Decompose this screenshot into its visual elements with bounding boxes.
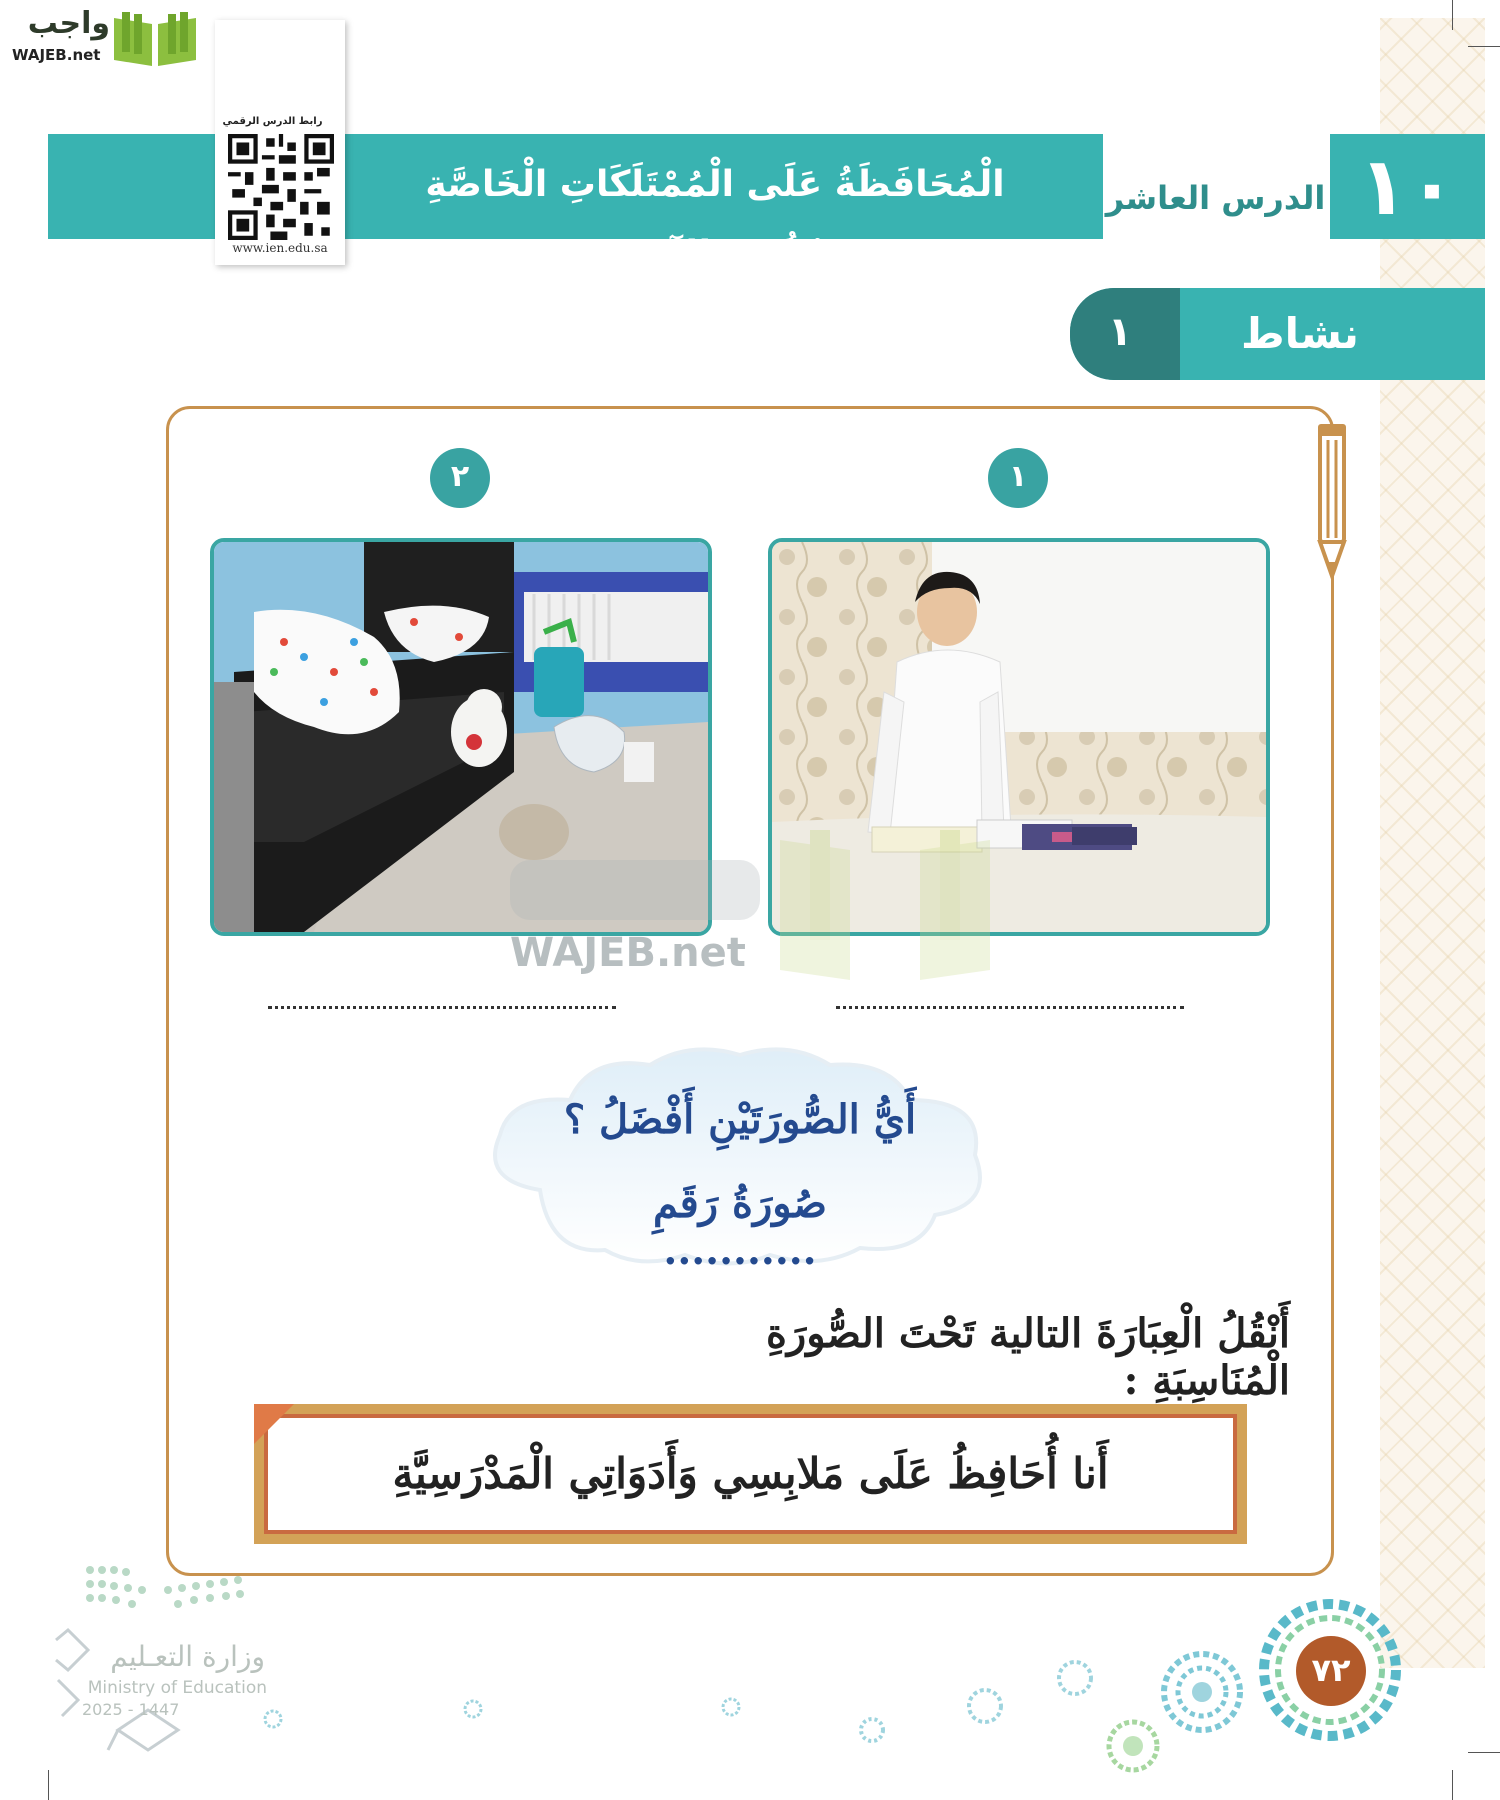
activity-number: ١ xyxy=(1107,309,1133,355)
crop-mark xyxy=(1468,46,1500,47)
logo-text-en: WAJEB.net xyxy=(12,46,101,64)
flower-ornament-icon xyxy=(1160,1650,1244,1734)
ministry-name-ar: وزارة التعـليم xyxy=(110,1640,265,1673)
answer-line-picture-1[interactable] xyxy=(836,1006,1184,1009)
picture-1-number: ١ xyxy=(988,448,1048,508)
question-line-1: أَيُّ الصُّورَتَيْنِ أَفْضَلُ ؟ xyxy=(563,1096,917,1143)
ministry-name-en: Ministry of Education xyxy=(87,1678,267,1698)
activity-label: نشاط xyxy=(1241,309,1359,358)
flower-ornament-icon xyxy=(462,1698,484,1720)
edition-year: 2025 - 1447 xyxy=(82,1700,180,1719)
qr-code-icon[interactable] xyxy=(228,134,334,240)
qr-url[interactable]: www.ien.edu.sa xyxy=(232,241,328,255)
flower-ornament-icon xyxy=(858,1716,886,1744)
qr-label: رابط الدرس الرقمي xyxy=(222,116,323,127)
flower-ornament-icon xyxy=(720,1696,742,1718)
picture-2-number: ٢ xyxy=(430,448,490,508)
crop-mark xyxy=(1452,0,1453,30)
pencil-icon xyxy=(1312,420,1352,580)
decorative-side-pattern xyxy=(1380,18,1485,1668)
answer-line-picture-2[interactable] xyxy=(268,1006,616,1009)
wajeb-logo[interactable] xyxy=(10,6,190,66)
phrase-text: أَنا أُحَافِظُ عَلَى مَلابِسِي وَأَدَوَاتِي الْمَدْرَسِيَّةِ xyxy=(392,1449,1109,1498)
page-number: ٧٢ xyxy=(1296,1636,1366,1706)
lesson-number: ١٠ xyxy=(1358,140,1457,233)
instruction-text: أَنْقُلُ الْعِبَارَةَ التالية تَحْتَ الصُّورَةِ الْمُنَاسِبَةِ : xyxy=(765,1310,1290,1404)
question-line-2[interactable]: صُورَةُ رَقَمِ ........... xyxy=(653,1180,827,1274)
flower-ornament-icon xyxy=(262,1708,284,1730)
flower-ornament-icon xyxy=(1055,1658,1095,1698)
crop-mark xyxy=(1468,1752,1500,1753)
crop-mark xyxy=(48,1770,49,1800)
crop-mark xyxy=(1452,1770,1453,1800)
flower-ornament-icon xyxy=(965,1686,1005,1726)
flower-ornament-icon xyxy=(1105,1718,1161,1774)
lesson-title: الْمُحَافَظَةُ عَلَى الْمُمْتَلَكَاتِ الْخَاصَّةِ وَحُقُوقِ الآخَرِينَ xyxy=(425,164,1005,275)
watermark-text: WAJEB.net xyxy=(510,930,746,976)
lesson-label: الدرس العاشر xyxy=(1105,179,1326,217)
logo-text-ar: واجب xyxy=(27,6,110,41)
book-icon xyxy=(110,10,200,68)
